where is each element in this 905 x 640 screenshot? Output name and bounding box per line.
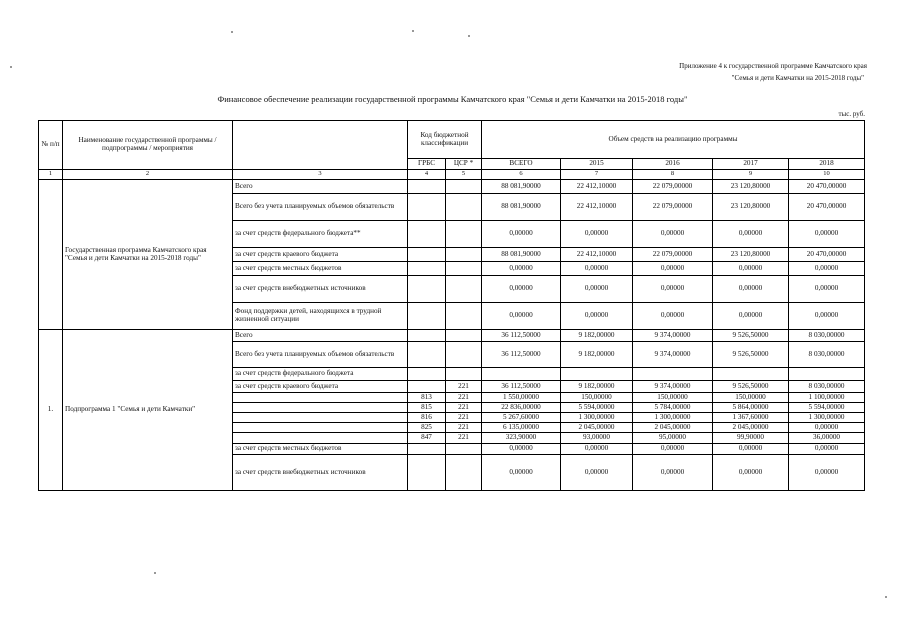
y2017-cell: 23 120,80000 xyxy=(713,194,789,221)
csr-cell: 221 xyxy=(446,381,482,393)
grbs-cell xyxy=(408,330,446,342)
grbs-cell: 815 xyxy=(408,403,446,413)
header-2015: 2015 xyxy=(561,159,633,170)
y2017-cell xyxy=(713,368,789,381)
finance-table xyxy=(38,120,865,491)
csr-cell xyxy=(446,342,482,368)
y2016-cell: 0,00000 xyxy=(633,276,713,303)
y2015-cell: 93,00000 xyxy=(561,433,633,444)
col-number: 8 xyxy=(633,170,713,180)
csr-cell xyxy=(446,276,482,303)
row-label: за счет средств внебюджетных источников xyxy=(233,455,408,491)
y2017-cell: 23 120,80000 xyxy=(713,180,789,194)
y2018-cell: 0,00000 xyxy=(789,423,865,433)
y2017-cell: 0,00000 xyxy=(713,444,789,455)
y2015-cell: 22 412,10000 xyxy=(561,180,633,194)
grbs-cell xyxy=(408,194,446,221)
col-number: 3 xyxy=(233,170,408,180)
y2015-cell: 0,00000 xyxy=(561,221,633,248)
y2018-cell: 0,00000 xyxy=(789,221,865,248)
total-cell: 6 135,00000 xyxy=(482,423,561,433)
y2018-cell: 0,00000 xyxy=(789,276,865,303)
header-2017: 2017 xyxy=(713,159,789,170)
appendix-line-2: "Семья и дети Камчатки на 2015-2018 годы" xyxy=(731,74,864,82)
total-cell: 0,00000 xyxy=(482,221,561,248)
col-number: 1 xyxy=(39,170,63,180)
y2018-cell: 20 470,00000 xyxy=(789,194,865,221)
y2018-cell: 0,00000 xyxy=(789,444,865,455)
scan-speck xyxy=(154,572,156,574)
total-cell xyxy=(482,368,561,381)
y2018-cell xyxy=(789,368,865,381)
scan-speck xyxy=(412,30,414,32)
program-number xyxy=(39,180,63,330)
y2018-cell: 0,00000 xyxy=(789,303,865,330)
header-csr: ЦСР * xyxy=(446,159,482,170)
grbs-cell: 813 xyxy=(408,393,446,403)
y2015-cell: 9 182,00000 xyxy=(561,381,633,393)
total-cell: 5 267,60000 xyxy=(482,413,561,423)
y2017-cell: 9 526,50000 xyxy=(713,381,789,393)
y2018-cell: 1 100,00000 xyxy=(789,393,865,403)
row-label xyxy=(233,393,408,403)
col-number: 5 xyxy=(446,170,482,180)
total-cell: 88 081,90000 xyxy=(482,248,561,262)
y2018-cell: 20 470,00000 xyxy=(789,248,865,262)
col-number: 9 xyxy=(713,170,789,180)
csr-cell xyxy=(446,194,482,221)
scan-speck xyxy=(885,596,887,598)
total-cell: 36 112,50000 xyxy=(482,330,561,342)
header-row-1 xyxy=(39,121,865,159)
total-cell: 36 112,50000 xyxy=(482,381,561,393)
total-cell: 1 550,00000 xyxy=(482,393,561,403)
units-label: тыс. руб. xyxy=(838,110,865,118)
csr-cell xyxy=(446,330,482,342)
grbs-cell xyxy=(408,303,446,330)
grbs-cell xyxy=(408,381,446,393)
col-number: 6 xyxy=(482,170,561,180)
col-number: 10 xyxy=(789,170,865,180)
document-title: Финансовое обеспечение реализации государственной программы Камчатского края "Семья и дети Камчатки на 2015-2018 годы" xyxy=(217,94,688,104)
y2016-cell: 9 374,00000 xyxy=(633,342,713,368)
header-volume: Объем средств на реализацию программы xyxy=(482,121,865,159)
row-label: Всего xyxy=(233,330,408,342)
csr-cell: 221 xyxy=(446,403,482,413)
grbs-cell xyxy=(408,248,446,262)
grbs-cell xyxy=(408,262,446,276)
y2018-cell: 8 030,00000 xyxy=(789,342,865,368)
y2015-cell: 2 045,00000 xyxy=(561,423,633,433)
row-label: за счет средств федерального бюджета** xyxy=(233,221,408,248)
y2016-cell: 95,00000 xyxy=(633,433,713,444)
grbs-cell: 825 xyxy=(408,423,446,433)
y2015-cell: 9 182,00000 xyxy=(561,330,633,342)
total-cell: 0,00000 xyxy=(482,303,561,330)
subprogram-name: Подпрограмма 1 "Семья и дети Камчатки" xyxy=(63,330,233,491)
total-cell: 22 836,00000 xyxy=(482,403,561,413)
y2016-cell: 0,00000 xyxy=(633,455,713,491)
y2017-cell: 150,00000 xyxy=(713,393,789,403)
csr-cell: 221 xyxy=(446,433,482,444)
y2018-cell: 1 300,00000 xyxy=(789,413,865,423)
grbs-cell xyxy=(408,455,446,491)
y2016-cell: 22 079,00000 xyxy=(633,194,713,221)
row-label: за счет средств внебюджетных источников xyxy=(233,276,408,303)
scan-speck xyxy=(231,31,233,33)
row-label: за счет средств федерального бюджета xyxy=(233,368,408,381)
y2016-cell: 0,00000 xyxy=(633,444,713,455)
y2017-cell: 99,90000 xyxy=(713,433,789,444)
table-body xyxy=(39,121,865,491)
column-number-row xyxy=(39,170,865,180)
grbs-cell xyxy=(408,221,446,248)
col-number: 2 xyxy=(63,170,233,180)
y2017-cell: 5 864,00000 xyxy=(713,403,789,413)
csr-cell: 221 xyxy=(446,393,482,403)
y2016-cell: 1 300,00000 xyxy=(633,413,713,423)
y2015-cell: 0,00000 xyxy=(561,444,633,455)
y2016-cell: 150,00000 xyxy=(633,393,713,403)
grbs-cell xyxy=(408,444,446,455)
y2018-cell: 5 594,00000 xyxy=(789,403,865,413)
y2015-cell: 22 412,10000 xyxy=(561,194,633,221)
y2015-cell: 22 412,10000 xyxy=(561,248,633,262)
y2016-cell: 5 784,00000 xyxy=(633,403,713,413)
csr-cell xyxy=(446,444,482,455)
total-cell: 323,90000 xyxy=(482,433,561,444)
csr-cell xyxy=(446,221,482,248)
header-blank xyxy=(233,121,408,170)
y2017-cell: 1 367,60000 xyxy=(713,413,789,423)
y2016-cell: 2 045,00000 xyxy=(633,423,713,433)
y2015-cell: 9 182,00000 xyxy=(561,342,633,368)
grbs-cell: 847 xyxy=(408,433,446,444)
row-label: за счет средств местных бюджетов xyxy=(233,444,408,455)
header-2016: 2016 xyxy=(633,159,713,170)
y2018-cell: 36,00000 xyxy=(789,433,865,444)
y2017-cell: 0,00000 xyxy=(713,221,789,248)
row-label: за счет средств краевого бюджета xyxy=(233,248,408,262)
grbs-cell xyxy=(408,368,446,381)
row-label: за счет средств краевого бюджета xyxy=(233,381,408,393)
total-cell: 88 081,90000 xyxy=(482,180,561,194)
total-cell: 0,00000 xyxy=(482,276,561,303)
y2017-cell: 0,00000 xyxy=(713,455,789,491)
row-label xyxy=(233,403,408,413)
y2016-cell: 0,00000 xyxy=(633,262,713,276)
header-total: ВСЕГО xyxy=(482,159,561,170)
y2015-cell xyxy=(561,368,633,381)
row-label: Всего без учета планируемых объемов обязательств xyxy=(233,342,408,368)
total-cell: 88 081,90000 xyxy=(482,194,561,221)
subprogram-row xyxy=(39,330,865,342)
header-num: № п/п xyxy=(39,121,63,170)
col-number: 7 xyxy=(561,170,633,180)
y2018-cell: 0,00000 xyxy=(789,262,865,276)
y2015-cell: 0,00000 xyxy=(561,455,633,491)
csr-cell xyxy=(446,303,482,330)
header-grbs: ГРБС xyxy=(408,159,446,170)
header-2018: 2018 xyxy=(789,159,865,170)
grbs-cell xyxy=(408,276,446,303)
y2017-cell: 0,00000 xyxy=(713,276,789,303)
y2018-cell: 8 030,00000 xyxy=(789,330,865,342)
total-cell: 36 112,50000 xyxy=(482,342,561,368)
y2016-cell: 0,00000 xyxy=(633,221,713,248)
grbs-cell xyxy=(408,180,446,194)
program-name: Государственная программа Камчатского края "Семья и дети Камчатки на 2015-2018 годы" xyxy=(63,180,233,330)
y2016-cell: 22 079,00000 xyxy=(633,180,713,194)
row-label xyxy=(233,433,408,444)
y2017-cell: 2 045,00000 xyxy=(713,423,789,433)
row-label: Фонд поддержки детей, находящихся в трудной жизненной ситуации xyxy=(233,303,408,330)
csr-cell xyxy=(446,248,482,262)
col-number: 4 xyxy=(408,170,446,180)
header-name: Наименование государственной программы / подпрограммы / мероприятия xyxy=(63,121,233,170)
y2015-cell: 0,00000 xyxy=(561,262,633,276)
subprogram-number: 1. xyxy=(39,330,63,491)
y2017-cell: 0,00000 xyxy=(713,303,789,330)
y2015-cell: 5 594,00000 xyxy=(561,403,633,413)
y2017-cell: 23 120,80000 xyxy=(713,248,789,262)
csr-cell xyxy=(446,455,482,491)
row-label xyxy=(233,413,408,423)
y2017-cell: 0,00000 xyxy=(713,262,789,276)
y2017-cell: 9 526,50000 xyxy=(713,342,789,368)
y2015-cell: 0,00000 xyxy=(561,276,633,303)
row-label xyxy=(233,423,408,433)
y2015-cell: 150,00000 xyxy=(561,393,633,403)
y2016-cell: 22 079,00000 xyxy=(633,248,713,262)
total-cell: 0,00000 xyxy=(482,262,561,276)
y2017-cell: 9 526,50000 xyxy=(713,330,789,342)
y2016-cell: 9 374,00000 xyxy=(633,381,713,393)
y2018-cell: 0,00000 xyxy=(789,455,865,491)
row-label: Всего без учета планируемых объемов обязательств xyxy=(233,194,408,221)
scan-speck xyxy=(10,66,12,68)
row-label: Всего xyxy=(233,180,408,194)
csr-cell xyxy=(446,262,482,276)
csr-cell: 221 xyxy=(446,423,482,433)
csr-cell xyxy=(446,180,482,194)
appendix-line-1: Приложение 4 к государственной программе Камчатского края xyxy=(679,62,867,70)
program-row xyxy=(39,180,865,194)
row-label: за счет средств местных бюджетов xyxy=(233,262,408,276)
y2018-cell: 8 030,00000 xyxy=(789,381,865,393)
scan-speck xyxy=(468,35,470,37)
y2015-cell: 1 300,00000 xyxy=(561,413,633,423)
grbs-cell: 816 xyxy=(408,413,446,423)
y2016-cell: 0,00000 xyxy=(633,303,713,330)
csr-cell: 221 xyxy=(446,413,482,423)
header-budget-code: Код бюджетной классификации xyxy=(408,121,482,159)
csr-cell xyxy=(446,368,482,381)
y2016-cell xyxy=(633,368,713,381)
total-cell: 0,00000 xyxy=(482,455,561,491)
y2016-cell: 9 374,00000 xyxy=(633,330,713,342)
grbs-cell xyxy=(408,342,446,368)
y2015-cell: 0,00000 xyxy=(561,303,633,330)
total-cell: 0,00000 xyxy=(482,444,561,455)
y2018-cell: 20 470,00000 xyxy=(789,180,865,194)
